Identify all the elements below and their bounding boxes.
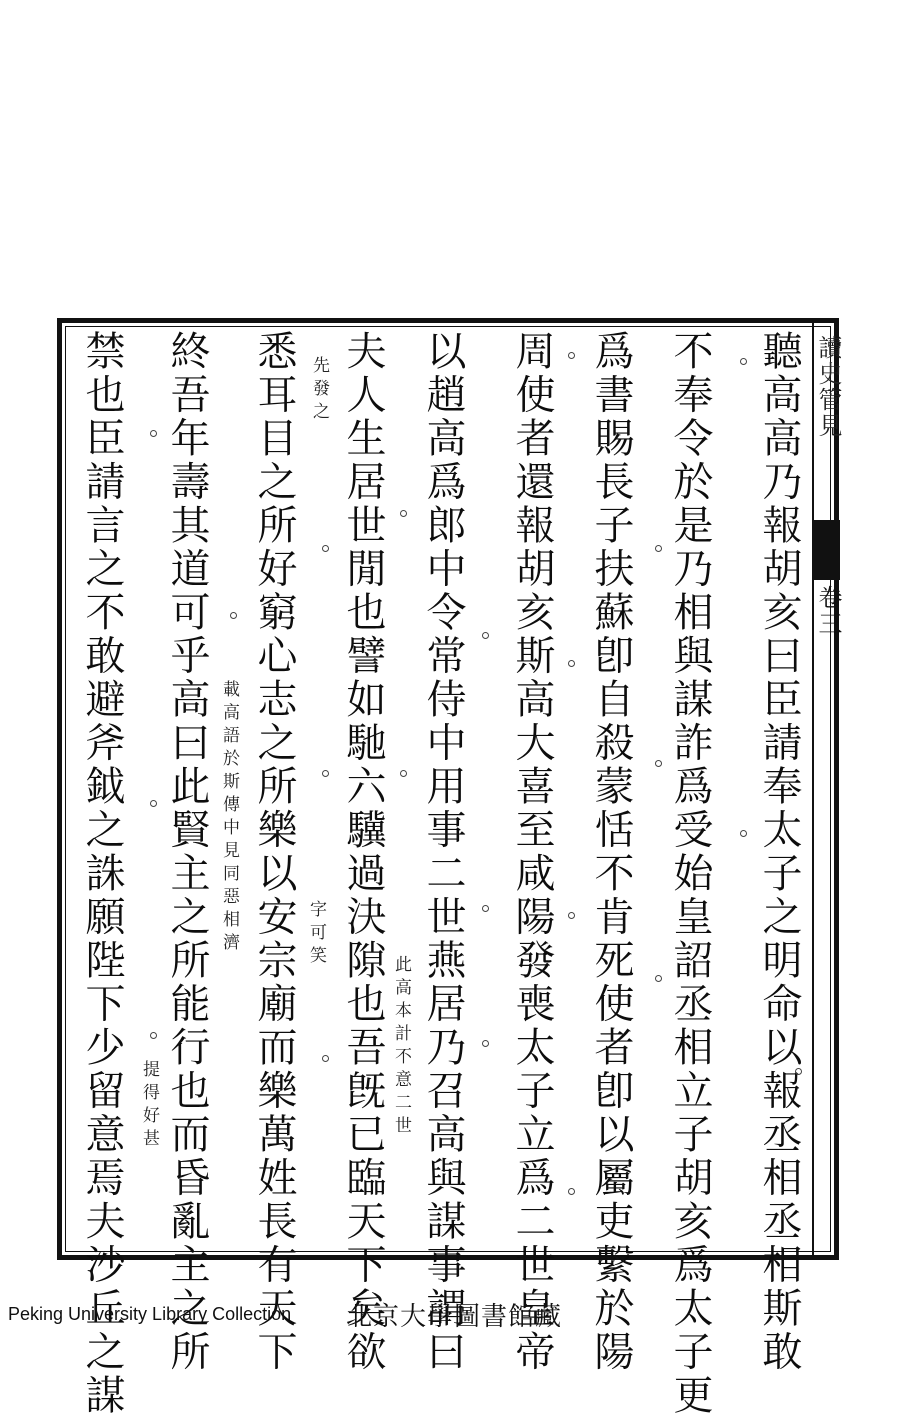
punctuation-circle [568,352,575,359]
volume-label: 卷三 [814,585,842,637]
annotation-3: 字可笑 [306,900,326,969]
punctuation-circle [322,770,329,777]
text-column-9: 禁也臣請言之不敢避斧鉞之誅願陛下少留意焉夫沙丘之謀 [79,330,125,1418]
punctuation-circle [655,975,662,982]
punctuation-circle [795,1068,802,1075]
punctuation-circle [230,612,237,619]
punctuation-circle [568,912,575,919]
punctuation-circle [482,905,489,912]
punctuation-circle [568,1188,575,1195]
text-column-3: 爲書賜長子扶蘇卽自殺蒙恬不肯死使者卽以屬吏繫於陽 [588,330,634,1374]
annotation-2: 載高語於斯傳中見同惡相濟 [219,680,239,956]
punctuation-circle [150,800,157,807]
punctuation-circle [400,510,407,517]
punctuation-circle [150,430,157,437]
punctuation-circle [150,1032,157,1039]
punctuation-circle [740,830,747,837]
collection-label-en: Peking University Library Collection [8,1304,292,1324]
punctuation-circle [400,770,407,777]
punctuation-circle [655,760,662,767]
text-column-5: 以趙高爲郎中令常侍中用事二世燕居乃召高與謀事謂曰 [420,330,466,1374]
collection-label-zh: 北京大學圖書館藏 [346,1302,563,1332]
text-column-7: 悉耳目之所好窮心志之所樂以安宗廟而樂萬姓長有天下 [251,330,297,1374]
punctuation-circle [568,660,575,667]
fish-tail-mark [812,520,840,580]
text-column-6: 夫人生居世閒也譬如馳六驥過決隙也吾旣已臨天下矣欲 [340,330,386,1374]
page-edge-strip [812,320,842,1260]
punctuation-circle [482,632,489,639]
annotation-4: 此高本計不意二世 [391,955,411,1139]
punctuation-circle [740,358,747,365]
book-title: 讀史管見 [814,335,842,439]
text-column-8: 終吾年壽其道可乎高曰此賢主之所能行也而昏亂主之所 [164,330,210,1374]
punctuation-circle [322,545,329,552]
punctuation-circle [482,1040,489,1047]
text-column-2: 不奉令於是乃相與謀詐爲受始皇詔丞相立子胡亥爲太子更 [667,330,713,1418]
text-column-4: 周使者還報胡亥斯高大喜至咸陽發喪太子立爲二世皇帝 [509,330,555,1374]
annotation-1: 先發之 [309,356,329,425]
annotation-5: 提得好甚 [139,1060,159,1152]
text-column-1: 聽高高乃報胡亥曰臣請奉太子之明命以報丞相丞相斯敢 [756,330,802,1374]
punctuation-circle [655,545,662,552]
punctuation-circle [322,1055,329,1062]
